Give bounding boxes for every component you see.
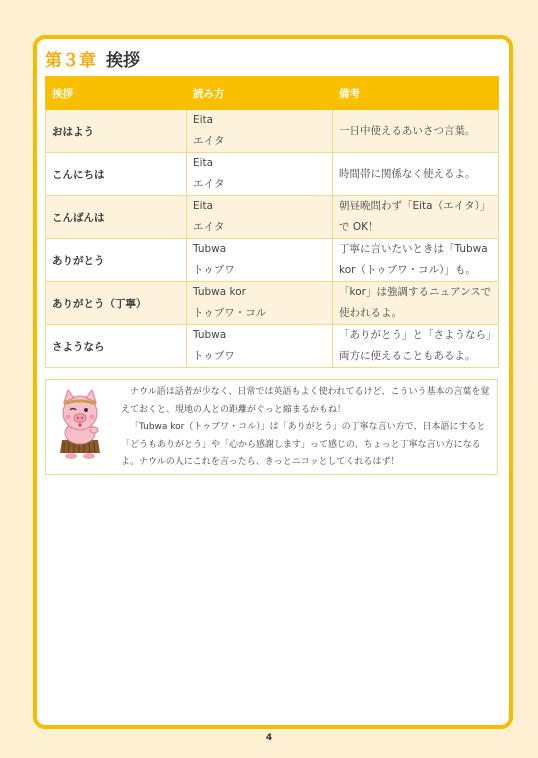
reading-latin: Tubwa kor (193, 286, 246, 298)
note-line: 朝昼晩問わず「Eita（エイタ）」 (339, 200, 491, 212)
reading-latin: Eita (193, 200, 214, 212)
chapter-title: 挨拶 (106, 51, 140, 71)
reading-kana: エイタ (193, 135, 225, 147)
table-row (46, 196, 499, 239)
greeting-word: こんにちは (46, 153, 187, 196)
note-cell (333, 282, 499, 325)
note-line: 一日中使えるあいさつ言葉。 (339, 124, 476, 137)
note-cell (333, 325, 499, 368)
reading-cell (187, 196, 333, 239)
note-cell (333, 153, 499, 196)
reading-latin: Tubwa (193, 243, 227, 255)
reading-latin: Eita (193, 114, 214, 126)
reading-latin: Tubwa (193, 329, 227, 341)
reading-kana: トゥブワ (193, 350, 235, 362)
reading-kana: エイタ (193, 178, 225, 190)
reading-cell (187, 325, 333, 368)
note-cell (333, 196, 499, 239)
greeting-word: おはよう (46, 110, 187, 153)
table-row (46, 325, 499, 368)
reading-kana: トゥブワ・コル (193, 307, 267, 319)
reading-kana: エイタ (193, 221, 225, 233)
table-row (46, 239, 499, 282)
reading-cell (187, 239, 333, 282)
header-notes: 備考 (333, 77, 499, 110)
note-cell (333, 239, 499, 282)
table-header-row (46, 77, 499, 110)
greeting-word: ありがとう（丁寧） (46, 282, 187, 325)
pig-mascot-icon (52, 386, 108, 462)
note-line: で OK！ (339, 221, 379, 233)
reading-kana: トゥブワ (193, 264, 235, 276)
note-line: 時間帯に関係なく使えるよ。 (339, 167, 476, 180)
note-line: 丁寧に言いたいときは「Tubwa (339, 243, 488, 255)
greeting-table (45, 76, 499, 368)
commentary-text (121, 384, 493, 472)
note-cell (333, 110, 499, 153)
greeting-word: こんばんは (46, 196, 187, 239)
table-row (46, 282, 499, 325)
reading-cell (187, 153, 333, 196)
chapter-heading (45, 46, 140, 72)
commentary-paragraph: 「Tubwa kor（トゥブワ・コル）」は「ありがとう」の丁寧な言い方で、日本語にすると「どうもありがとう」や「心から感謝します」って感じの、ちょっと丁寧な言い方になるよ。ナウルの人にこれを言ったら、きっとニコッとしてくれるはず！ (121, 422, 486, 467)
note-line: 「kor」は強調するニュアンスで (339, 286, 492, 298)
commentary-box (45, 379, 498, 475)
note-line: kor（トゥブワ・コル）」も。 (339, 264, 476, 276)
table-row (46, 110, 499, 153)
greeting-word: ありがとう (46, 239, 187, 282)
chapter-number: 第３章 (45, 51, 96, 71)
greeting-word: さようなら (46, 325, 187, 368)
note-line: 使われるよ。 (339, 307, 402, 319)
table-row (46, 153, 499, 196)
page-number: 4 (265, 733, 273, 743)
reading-cell (187, 282, 333, 325)
note-line: 「ありがとう」と「さようなら」 (339, 329, 497, 341)
reading-cell (187, 110, 333, 153)
note-line: 両方に使えることもあるよ。 (339, 350, 476, 362)
header-reading: 読み方 (187, 77, 333, 110)
commentary-paragraph: ナウル語は話者が少なく、日常では英語もよく使われてるけど、こういう基本の言葉を覚えておくと、現地の人との距離がぐっと縮まるかもね！ (121, 387, 490, 415)
reading-latin: Eita (193, 157, 214, 169)
header-greeting: 挨拶 (46, 77, 187, 110)
